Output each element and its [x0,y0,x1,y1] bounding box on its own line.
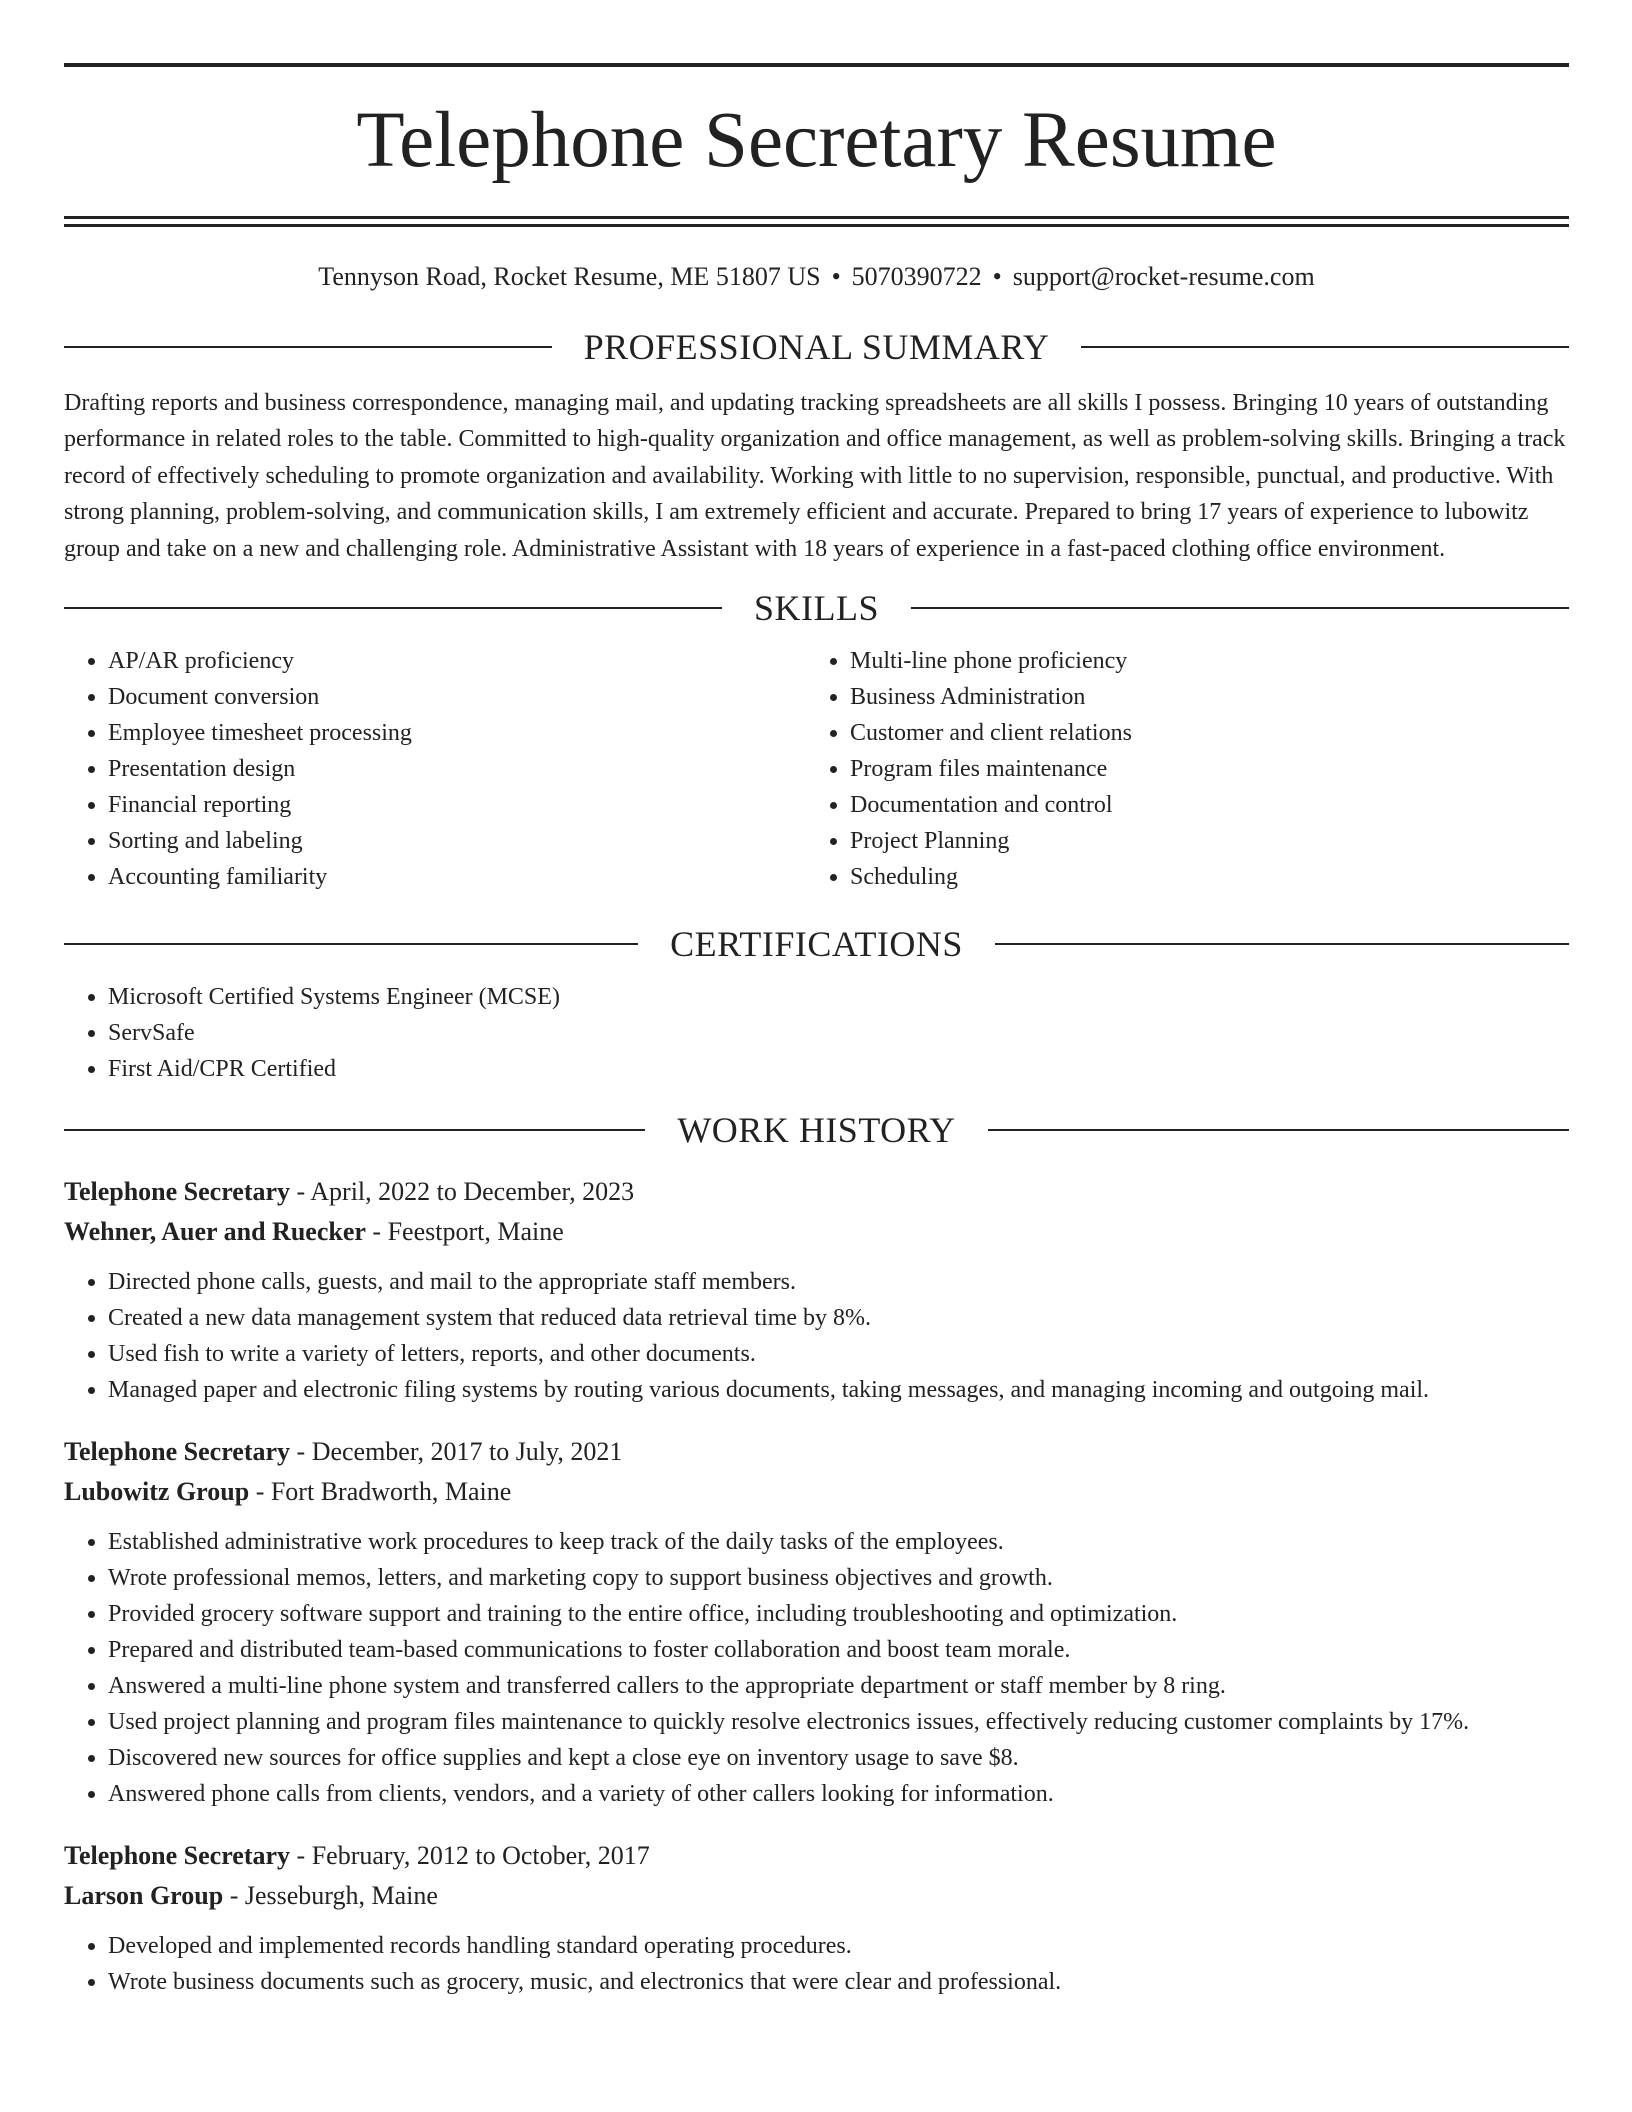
job-dates: - December, 2017 to July, 2021 [290,1437,623,1467]
contact-line [64,260,1569,294]
heading-rule-right [995,943,1569,945]
job-bullets [64,1928,1569,2000]
header-top-rule [64,63,1569,67]
list-item: • Discovered new sources for office supplies and kept a close eye on inventory usage to save $8. [108,1740,1569,1776]
list-item: • Accounting familiarity [108,859,806,895]
list-item: • Wrote professional memos, letters, and marketing copy to support business objectives and growth. [108,1560,1569,1596]
job-title-line [64,1836,1569,1876]
list-item: • Used fish to write a variety of letters, reports, and other documents. [108,1336,1569,1372]
section-title: CERTIFICATIONS [670,924,963,965]
list-item: • Employee timesheet processing [108,715,806,751]
list-item: • Presentation design [108,751,806,787]
section-heading-summary [64,325,1569,369]
list-item: • Customer and client relations [850,715,1548,751]
list-item: • Project Planning [850,823,1548,859]
section-heading-work-history [64,1108,1569,1152]
list-item: • Used project planning and program files maintenance to quickly resolve electronics issues, effectively reducing customer complaints by 17%. [108,1704,1569,1740]
heading-rule-right [988,1129,1569,1131]
contact-separator: • [992,262,1002,291]
certifications-list [64,979,1569,1087]
contact-address: Tennyson Road, Rocket Resume, ME 51807 US [318,262,821,291]
contact-separator: • [831,262,841,291]
job-company: Larson Group [64,1881,224,1911]
heading-rule-right [911,607,1569,609]
heading-rule-left [64,607,722,609]
job-company: Lubowitz Group [64,1477,250,1507]
list-item: • Answered a multi-line phone system and transferred callers to the appropriate department or staff member by 8 ring. [108,1668,1569,1704]
list-item: • Business Administration [850,679,1548,715]
skills-column-left [64,643,806,895]
heading-rule-right [1081,346,1569,348]
skills-list-left [64,643,806,895]
job-title-line [64,1432,1569,1472]
job-location: - Feestport, Maine [365,1217,564,1247]
resume-page [64,0,1569,2000]
list-item: • Managed paper and electronic filing systems by routing various documents, taking messages, and managing incoming and outgoing mail. [108,1372,1569,1408]
list-item: • Financial reporting [108,787,806,823]
list-item: • Document conversion [108,679,806,715]
job-bullets [64,1524,1569,1812]
job-entry [64,1432,1569,1812]
job-company-line [64,1876,1569,1916]
job-location: - Fort Bradworth, Maine [249,1477,512,1507]
work-history-list [64,1172,1569,2000]
list-item: • First Aid/CPR Certified [108,1051,1569,1087]
skills-column-right [806,643,1548,895]
job-dates: - April, 2022 to December, 2023 [290,1177,635,1207]
job-entry [64,1172,1569,1408]
section-heading-skills [64,586,1569,630]
page-title: Telephone Secretary Resume [356,97,1277,184]
list-item: • AP/AR proficiency [108,643,806,679]
job-title: Telephone Secretary [64,1841,291,1871]
job-title: Telephone Secretary [64,1177,291,1207]
list-item: • Sorting and labeling [108,823,806,859]
section-title: WORK HISTORY [677,1110,956,1151]
list-item: • Directed phone calls, guests, and mail to the appropriate staff members. [108,1264,1569,1300]
list-item: • Developed and implemented records handling standard operating procedures. [108,1928,1569,1964]
list-item: • Wrote business documents such as grocery, music, and electronics that were clear and professional. [108,1964,1569,2000]
job-company: Wehner, Auer and Ruecker [64,1217,366,1247]
job-title-line [64,1172,1569,1212]
job-title: Telephone Secretary [64,1437,291,1467]
list-item: • Created a new data management system that reduced data retrieval time by 8%. [108,1300,1569,1336]
heading-rule-left [64,1129,645,1131]
contact-phone: 5070390722 [851,262,982,291]
skills-list-right [806,643,1548,895]
contact-email: support@rocket-resume.com [1012,262,1315,291]
job-company-line [64,1212,1569,1252]
header-double-rule [64,216,1569,227]
job-location: - Jesseburgh, Maine [223,1881,438,1911]
section-title: PROFESSIONAL SUMMARY [583,327,1050,367]
section-title: SKILLS [754,588,880,629]
section-heading-certifications [64,922,1569,966]
summary-paragraph: Drafting reports and business correspondence, managing mail, and updating tracking spreadsheets are all skills I possess. Bringing 10 years of outstanding performance in related roles to the table. Committed to high-quality organization and office management, as well as problem-solving skills. Bringing a track record of effectively scheduling to promote organization and availability. Working with little to no supervision, responsible, punctual, and productive. With strong planning, problem-solving, and communication skills, I am extremely efficient and accurate. Prepared to bring 17 years of experience to lubowitz group and take on a new and challenging role. Administrative Assistant with 18 years of experience in a fast-paced clothing office environment. [64,390,1566,562]
list-item: • Answered phone calls from clients, vendors, and a variety of other callers looking for information. [108,1776,1569,1812]
heading-rule-left [64,943,638,945]
list-item: • Established administrative work procedures to keep track of the daily tasks of the employees. [108,1524,1569,1560]
job-bullets [64,1264,1569,1408]
list-item: • Provided grocery software support and training to the entire office, including troubleshooting and optimization. [108,1596,1569,1632]
list-item: • Prepared and distributed team-based communications to foster collaboration and boost team morale. [108,1632,1569,1668]
job-dates: - February, 2012 to October, 2017 [290,1841,650,1871]
heading-rule-left [64,346,552,348]
skills-columns [64,643,1569,895]
job-company-line [64,1472,1569,1512]
job-entry [64,1836,1569,2000]
list-item: • ServSafe [108,1015,1569,1051]
list-item: • Microsoft Certified Systems Engineer (MCSE) [108,979,1569,1015]
list-item: • Multi-line phone proficiency [850,643,1548,679]
list-item: • Documentation and control [850,787,1548,823]
list-item: • Program files maintenance [850,751,1548,787]
list-item: • Scheduling [850,859,1548,895]
